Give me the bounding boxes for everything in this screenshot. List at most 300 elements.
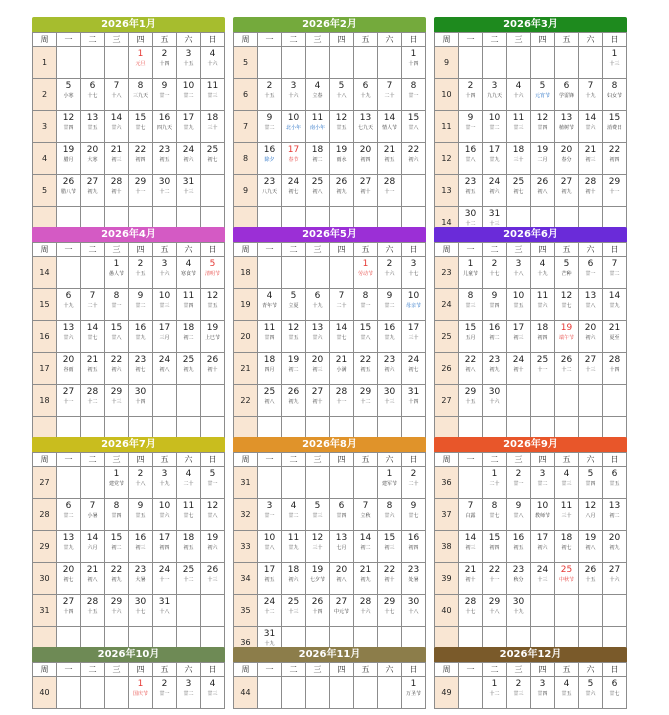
weekday-header: 二 (483, 243, 507, 257)
lunar-note: 廿一 (111, 303, 122, 309)
weekday-header: 五 (153, 663, 177, 677)
lunar-note: 九九天 (486, 93, 502, 99)
day-number: 8 (611, 81, 618, 91)
day-number: 21 (359, 565, 372, 575)
lunar-note: 谷雨 (63, 367, 74, 373)
day-cell (531, 289, 555, 321)
lunar-note: 廿二 (264, 125, 275, 131)
lunar-note: 廿八 (111, 335, 122, 341)
lunar-note: 小寒 (63, 93, 74, 99)
day-cell (531, 531, 555, 563)
day-cell (531, 321, 555, 353)
day-number: 4 (290, 501, 297, 511)
day-cell (555, 353, 579, 385)
empty-day-cell (201, 385, 225, 417)
lunar-note: 三十 (207, 125, 218, 131)
day-cell (378, 79, 402, 111)
day-cell (258, 385, 282, 417)
lunar-note: 南小年 (309, 125, 325, 131)
day-number: 8 (410, 81, 417, 91)
lunar-note: 腊八节 (60, 189, 76, 195)
day-number: 7 (386, 81, 393, 91)
day-cell (603, 467, 627, 499)
day-cell (153, 677, 177, 709)
day-cell (129, 143, 153, 175)
day-cell (258, 499, 282, 531)
weekday-header: 五 (354, 33, 378, 47)
day-number: 26 (584, 565, 597, 575)
month-calendar (233, 647, 426, 709)
day-number: 10 (512, 291, 525, 301)
day-cell (105, 257, 129, 289)
day-cell (57, 289, 81, 321)
month-calendar (32, 647, 225, 709)
lunar-note: 腊月 (63, 157, 74, 163)
lunar-note: 十二 (87, 399, 98, 405)
weekday-header: 日 (402, 33, 426, 47)
lunar-note: 廿八 (360, 335, 371, 341)
lunar-note: 廿五 (288, 335, 299, 341)
lunar-note: 十五 (87, 609, 98, 615)
day-cell (531, 143, 555, 175)
lunar-note: 廿五 (207, 303, 218, 309)
lunar-note: 初二 (609, 513, 620, 519)
lunar-note: 教师节 (534, 513, 550, 519)
lunar-note: 初五 (360, 367, 371, 373)
day-number: 29 (608, 177, 621, 187)
lunar-note: 十六 (360, 609, 371, 615)
week-number: 9 (435, 47, 459, 79)
day-number: 15 (608, 113, 621, 123)
day-cell (81, 385, 105, 417)
day-number: 13 (560, 113, 573, 123)
lunar-note: 廿七 (408, 513, 419, 519)
lunar-note: 建军节 (381, 481, 397, 487)
week-number: 30 (33, 563, 57, 595)
lunar-note: 十八 (513, 271, 524, 277)
weekday-header: 日 (201, 33, 225, 47)
day-number: 17 (158, 533, 171, 543)
day-cell (330, 143, 354, 175)
day-number: 6 (587, 259, 594, 269)
day-cell (603, 499, 627, 531)
day-cell (81, 289, 105, 321)
day-number: 25 (182, 565, 195, 575)
day-number: 13 (311, 323, 324, 333)
day-cell (282, 531, 306, 563)
day-cell (507, 111, 531, 143)
lunar-note: 廿二 (609, 271, 620, 277)
day-cell (579, 499, 603, 531)
day-number: 25 (287, 597, 300, 607)
lunar-note: 十六 (159, 271, 170, 277)
day-number: 3 (161, 259, 168, 269)
day-cell (129, 353, 153, 385)
weekday-header: 二 (282, 663, 306, 677)
lunar-note: 消费日 (606, 125, 622, 131)
day-cell (330, 289, 354, 321)
lunar-note: 初六 (183, 157, 194, 163)
lunar-note: 夏至 (609, 335, 620, 341)
day-number: 7 (362, 501, 369, 511)
empty-day-cell (282, 467, 306, 499)
day-number: 7 (611, 259, 618, 269)
day-number: 1 (611, 49, 618, 59)
lunar-note: 十三 (207, 577, 218, 583)
month-title: 2026年11月 (233, 647, 426, 662)
empty-day-cell (153, 385, 177, 417)
week-number: 11 (435, 111, 459, 143)
day-cell (153, 79, 177, 111)
empty-day-cell (57, 677, 81, 709)
day-cell (459, 321, 483, 353)
day-cell (354, 595, 378, 627)
day-cell (483, 677, 507, 709)
day-cell (201, 257, 225, 289)
day-cell (459, 385, 483, 417)
weekday-header: 二 (282, 33, 306, 47)
day-cell (306, 531, 330, 563)
day-cell (177, 353, 201, 385)
day-number: 18 (182, 323, 195, 333)
weekday-header: 一 (57, 33, 81, 47)
weekday-header: 六 (579, 663, 603, 677)
day-number: 30 (512, 597, 525, 607)
day-number: 22 (608, 145, 621, 155)
day-cell (81, 595, 105, 627)
day-number: 22 (464, 355, 477, 365)
day-number: 22 (407, 145, 420, 155)
lunar-note: 廿一 (360, 303, 371, 309)
day-cell (354, 175, 378, 207)
day-cell (531, 111, 555, 143)
day-number: 7 (587, 81, 594, 91)
lunar-note: 十四 (63, 609, 74, 615)
empty-day-cell (507, 47, 531, 79)
weekday-header: 三 (507, 243, 531, 257)
empty-day-cell (105, 47, 129, 79)
day-cell (507, 175, 531, 207)
lunar-note: 初五 (465, 189, 476, 195)
day-number: 10 (536, 501, 549, 511)
day-cell (507, 289, 531, 321)
day-number: 6 (338, 501, 345, 511)
lunar-note: 除夕 (264, 157, 275, 163)
day-number: 24 (287, 177, 300, 187)
day-cell (177, 47, 201, 79)
day-cell (57, 175, 81, 207)
lunar-note: 廿七 (87, 335, 98, 341)
day-number: 9 (266, 113, 273, 123)
lunar-note: 寒食节 (180, 271, 196, 277)
weekday-header: 五 (555, 243, 579, 257)
lunar-note: 廿三 (207, 93, 218, 99)
calendar-sheet (14, 0, 655, 715)
weekday-header: 日 (201, 663, 225, 677)
lunar-note: 初四 (159, 545, 170, 551)
day-number: 18 (560, 533, 573, 543)
day-cell (105, 531, 129, 563)
day-cell (81, 563, 105, 595)
day-number: 22 (110, 565, 123, 575)
day-cell (57, 143, 81, 175)
day-number: 29 (383, 597, 396, 607)
day-cell (81, 499, 105, 531)
lunar-note: 初七 (513, 189, 524, 195)
week-number: 31 (234, 467, 258, 499)
day-number: 1 (362, 259, 369, 269)
day-cell (282, 111, 306, 143)
day-cell (105, 595, 129, 627)
lunar-note: 初五 (264, 577, 275, 583)
day-cell (579, 111, 603, 143)
day-cell (483, 289, 507, 321)
day-cell (402, 353, 426, 385)
empty-day-cell (378, 677, 402, 709)
day-number: 19 (536, 145, 549, 155)
day-cell (483, 321, 507, 353)
lunar-note: 十五 (585, 577, 596, 583)
empty-day-cell (81, 257, 105, 289)
lunar-note: 初三 (111, 157, 122, 163)
day-cell (330, 111, 354, 143)
day-cell (153, 47, 177, 79)
lunar-note: 廿一 (408, 93, 419, 99)
lunar-note: 初十 (384, 577, 395, 583)
week-number: 28 (33, 499, 57, 531)
weekday-header: 四 (330, 453, 354, 467)
lunar-note: 立夏 (288, 303, 299, 309)
week-number-header: 周 (33, 663, 57, 677)
lunar-note: 十一 (336, 399, 347, 405)
empty-day-cell (579, 47, 603, 79)
day-cell (57, 563, 81, 595)
day-cell (579, 531, 603, 563)
day-number: 15 (488, 533, 501, 543)
day-cell (153, 257, 177, 289)
lunar-note: 春节 (288, 157, 299, 163)
weekday-header: 三 (507, 663, 531, 677)
week-number-header: 周 (234, 33, 258, 47)
lunar-note: 二十 (183, 481, 194, 487)
day-number: 12 (206, 291, 219, 301)
lunar-note: 情人节 (381, 125, 397, 131)
lunar-note: 芒种 (561, 271, 572, 277)
lunar-note: 十一 (537, 367, 548, 373)
lunar-note: 初二 (111, 545, 122, 551)
day-number: 7 (89, 291, 96, 301)
day-cell (354, 79, 378, 111)
empty-day-cell (201, 175, 225, 207)
day-cell (378, 353, 402, 385)
day-number: 20 (62, 355, 75, 365)
week-number: 20 (234, 321, 258, 353)
day-cell (306, 385, 330, 417)
day-number: 18 (206, 113, 219, 123)
day-number: 2 (266, 81, 273, 91)
lunar-note: 初九 (336, 189, 347, 195)
day-number: 8 (113, 291, 120, 301)
week-number: 27 (435, 385, 459, 417)
day-number: 10 (488, 113, 501, 123)
day-cell (402, 321, 426, 353)
weekday-header: 五 (153, 243, 177, 257)
lunar-note: 二十 (408, 481, 419, 487)
lunar-note: 十三 (489, 221, 500, 227)
day-cell (258, 321, 282, 353)
day-cell (330, 499, 354, 531)
day-number: 17 (536, 533, 549, 543)
month-title: 2026年7月 (32, 437, 225, 452)
lunar-note: 廿一 (513, 481, 524, 487)
day-number: 14 (86, 323, 99, 333)
day-number: 9 (137, 501, 144, 511)
day-cell (153, 467, 177, 499)
day-number: 13 (335, 533, 348, 543)
week-number: 33 (234, 531, 258, 563)
day-cell (201, 79, 225, 111)
day-number: 14 (335, 323, 348, 333)
day-number: 19 (311, 565, 324, 575)
day-number: 20 (86, 145, 99, 155)
day-cell (603, 143, 627, 175)
day-number: 6 (65, 501, 72, 511)
lunar-note: 十七 (384, 609, 395, 615)
day-number: 24 (512, 355, 525, 365)
day-cell (306, 175, 330, 207)
weekday-header: 四 (129, 243, 153, 257)
day-cell (378, 175, 402, 207)
lunar-note: 廿三 (207, 691, 218, 697)
lunar-note: 十七 (408, 271, 419, 277)
week-number-header: 周 (234, 663, 258, 677)
weekday-header: 六 (579, 243, 603, 257)
day-cell (201, 353, 225, 385)
empty-day-cell (378, 47, 402, 79)
weekday-header: 四 (531, 33, 555, 47)
lunar-note: 四月 (264, 367, 275, 373)
day-cell (201, 531, 225, 563)
lunar-note: 七九天 (357, 125, 373, 131)
lunar-note: 十一 (384, 189, 395, 195)
lunar-note: 廿三 (513, 125, 524, 131)
day-number: 25 (206, 145, 219, 155)
lunar-note: 初九 (561, 189, 572, 195)
empty-day-cell (354, 47, 378, 79)
lunar-note: 十四 (159, 61, 170, 67)
day-number: 21 (335, 355, 348, 365)
day-cell (402, 595, 426, 627)
lunar-note: 初三 (513, 335, 524, 341)
day-number: 26 (335, 177, 348, 187)
day-number: 27 (62, 597, 75, 607)
lunar-note: 十六 (609, 577, 620, 583)
lunar-note: 十八 (159, 609, 170, 615)
week-number: 3 (33, 111, 57, 143)
month-calendar (434, 227, 627, 449)
lunar-note: 十二 (264, 609, 275, 615)
lunar-note: 廿一 (159, 93, 170, 99)
day-cell (579, 467, 603, 499)
lunar-note: 廿八 (408, 125, 419, 131)
day-cell (201, 467, 225, 499)
day-number: 4 (539, 259, 546, 269)
lunar-note: 廿九 (384, 335, 395, 341)
weekday-header: 一 (459, 243, 483, 257)
day-cell (378, 143, 402, 175)
day-cell (330, 353, 354, 385)
empty-day-cell (258, 677, 282, 709)
lunar-note: 八月 (585, 513, 596, 519)
day-number: 26 (311, 597, 324, 607)
day-number: 9 (491, 291, 498, 301)
lunar-note: 初八 (159, 367, 170, 373)
day-number: 30 (383, 387, 396, 397)
day-number: 30 (488, 387, 501, 397)
day-cell (153, 563, 177, 595)
day-cell (57, 321, 81, 353)
day-cell (129, 257, 153, 289)
day-cell (402, 79, 426, 111)
day-number: 2 (161, 679, 168, 689)
day-number: 18 (311, 145, 324, 155)
lunar-note: 初三 (384, 545, 395, 551)
day-cell (603, 111, 627, 143)
day-cell (507, 467, 531, 499)
day-number: 13 (62, 323, 75, 333)
lunar-note: 廿四 (183, 303, 194, 309)
lunar-note: 初六 (207, 545, 218, 551)
day-cell (483, 595, 507, 627)
day-cell (153, 289, 177, 321)
lunar-note: 十七 (489, 271, 500, 277)
lunar-note: 廿三 (465, 303, 476, 309)
day-cell (153, 353, 177, 385)
lunar-note: 青年节 (261, 303, 277, 309)
day-cell (105, 563, 129, 595)
month-grid (32, 242, 225, 449)
month-grid (434, 452, 627, 659)
lunar-note: 十九 (537, 271, 548, 277)
lunar-note: 廿二 (384, 303, 395, 309)
day-number: 20 (608, 533, 621, 543)
day-number: 7 (338, 291, 345, 301)
week-number: 29 (33, 531, 57, 563)
day-cell (258, 143, 282, 175)
day-number: 24 (158, 565, 171, 575)
day-cell (531, 467, 555, 499)
lunar-note: 廿八 (585, 303, 596, 309)
day-number: 2 (137, 259, 144, 269)
day-cell (57, 111, 81, 143)
lunar-note: 初九 (288, 399, 299, 405)
weekday-header: 二 (81, 663, 105, 677)
day-cell (507, 79, 531, 111)
day-number: 9 (161, 81, 168, 91)
lunar-note: 十四 (312, 609, 323, 615)
month-calendar (434, 437, 627, 659)
day-cell (459, 531, 483, 563)
day-number: 16 (407, 533, 420, 543)
month-title: 2026年1月 (32, 17, 225, 32)
lunar-note: 初八 (537, 189, 548, 195)
day-cell (555, 531, 579, 563)
day-number: 16 (512, 533, 525, 543)
empty-day-cell (459, 677, 483, 709)
day-cell (378, 111, 402, 143)
day-cell (129, 289, 153, 321)
day-cell (459, 175, 483, 207)
